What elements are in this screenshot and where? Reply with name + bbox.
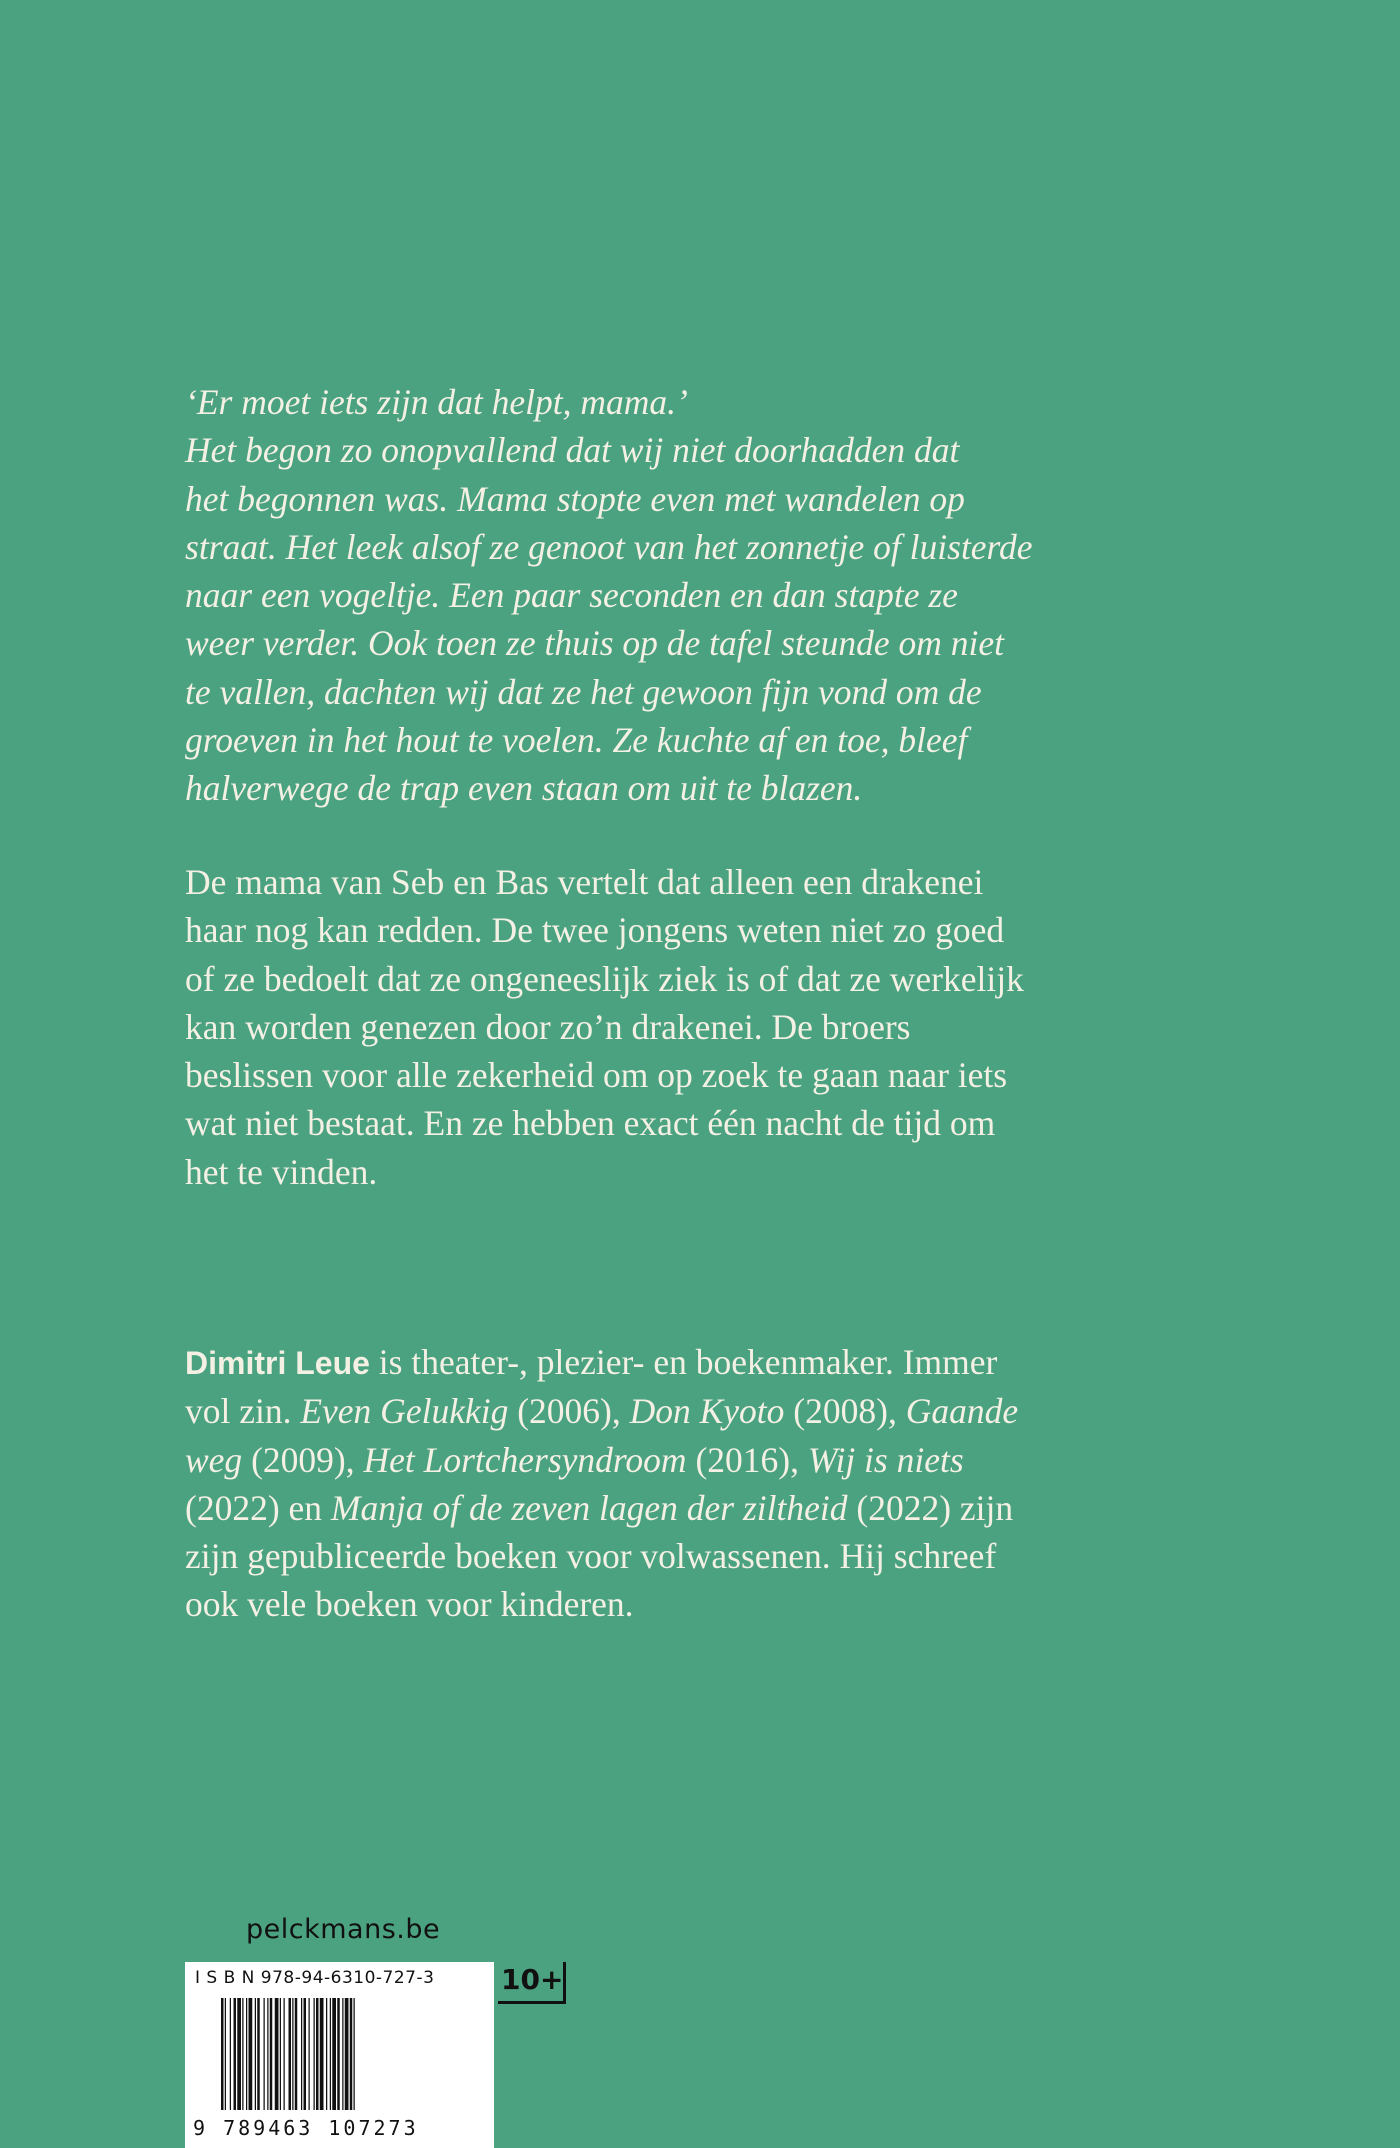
book-title: Het Lortchersyndroom <box>363 1439 687 1480</box>
bio-line: ook vele boeken voor kinderen. <box>185 1584 634 1625</box>
quote-line: halverwege de trap even staan om uit te blazen. <box>185 768 863 809</box>
quote-line: naar een vogeltje. Een paar seconden en dan stapte ze <box>185 575 958 616</box>
barcode-bar <box>246 1998 247 2110</box>
barcode-bar <box>354 1998 355 2110</box>
book-title: weg <box>185 1439 243 1480</box>
barcode-bar <box>267 1998 268 2110</box>
bio-line: vol zin. Even Gelukkig (2006), Don Kyoto (2008), Gaande <box>185 1391 1019 1432</box>
bio-line: (2022) en Manja of de zeven lagen der ziltheid (2022) zijn <box>185 1487 1014 1528</box>
barcode-bar <box>292 1998 293 2110</box>
blurb-line: De mama van Seb en Bas vertelt dat alleen een drakenei <box>185 862 984 902</box>
quote-line: ‘Er moet iets zijn dat helpt, mama.’ <box>185 382 688 422</box>
barcode-bar <box>316 1998 319 2110</box>
barcode-bar <box>264 1998 265 2110</box>
barcode-bar <box>320 1998 324 2110</box>
barcode-bar <box>301 1998 302 2110</box>
barcode-bar <box>284 1998 285 2110</box>
blurb-line: haar nog kan redden. De twee jongens weten niet zo goed <box>185 910 1005 951</box>
quote-line: het begonnen was. Mama stopte even met wandelen op <box>185 478 965 519</box>
blurb-line: het te vinden. <box>185 1151 378 1192</box>
barcode-bar <box>326 1998 327 2110</box>
barcode-bar <box>234 1998 237 2110</box>
book-title: Even Gelukkig <box>300 1391 509 1432</box>
isbn-barcode <box>185 1962 494 2148</box>
book-title: Don Kyoto <box>629 1391 785 1432</box>
barcode-bars <box>221 1998 461 2110</box>
bio-line: weg (2009), Het Lortchersyndroom (2016), Wij is niets <box>185 1439 964 1480</box>
publisher-url: pelckmans.be <box>246 1914 441 1945</box>
barcode-bar <box>230 1998 231 2110</box>
barcode-bar <box>342 1998 343 2110</box>
blurb-line: of ze bedoelt dat ze ongeneeslijk ziek is of dat ze werkelijk <box>185 958 1024 999</box>
author-name: Dimitri Leue <box>185 1345 370 1381</box>
barcode-bar <box>237 1998 241 2110</box>
author-bio <box>185 1338 1085 1629</box>
quote-line: groeven in het hout te voelen. Ze kuchte af en toe, bleef <box>185 720 968 761</box>
barcode-bar <box>270 1998 273 2110</box>
barcode-bar <box>345 1998 349 2110</box>
barcode-bar <box>275 1998 279 2110</box>
barcode-bar <box>330 1998 331 2110</box>
book-blurb <box>185 858 1085 1196</box>
blurb-line: kan worden genezen door zo’n drakenei. De broers <box>185 1006 911 1047</box>
isbn-label: I S B N 978-94-6310-727-3 <box>195 1968 435 1988</box>
barcode-bar <box>337 1998 340 2110</box>
barcode-bar <box>280 1998 281 2110</box>
barcode-bar <box>249 1998 253 2110</box>
barcode-bar <box>225 1998 226 2110</box>
barcode-bar <box>350 1998 353 2110</box>
barcode-bar <box>309 1998 310 2110</box>
barcode-bar <box>257 1998 260 2110</box>
quote-line: straat. Het leek alsof ze genoot van het zonnetje of luisterde <box>185 526 1033 567</box>
barcode-bar <box>255 1998 256 2110</box>
quote-excerpt <box>185 378 1085 813</box>
age-rating-label: 10+ <box>501 1963 564 1996</box>
book-title: Gaande <box>905 1391 1019 1432</box>
barcode-bar <box>332 1998 336 2110</box>
bio-line: zijn gepubliceerde boeken voor volwassenen. Hij schreef <box>185 1536 997 1577</box>
bio-line: Dimitri Leue is theater-, plezier- en boekenmaker. Immer <box>185 1342 998 1382</box>
barcode-bar <box>295 1998 298 2110</box>
quote-line: weer verder. Ook toen ze thuis op de tafel steunde om niet <box>185 623 1004 664</box>
quote-line: te vallen, dachten wij dat ze het gewoon fijn vond om de <box>185 671 982 712</box>
quote-line: Het begon zo onopvallend dat wij niet doorhadden dat <box>185 430 960 471</box>
barcode-bar <box>314 1998 315 2110</box>
barcode-digits: 9 789463 107273 <box>193 2116 419 2140</box>
book-title: Wij is niets <box>807 1439 964 1480</box>
barcode-bar <box>289 1998 292 2110</box>
blurb-line: beslissen voor alle zekerheid om op zoek te gaan naar iets <box>185 1055 1008 1096</box>
barcode-bar <box>242 1998 243 2110</box>
age-rating-badge <box>498 1962 566 2004</box>
barcode-bar <box>221 1998 224 2110</box>
blurb-line: wat niet bestaat. En ze hebben exact één nacht de tijd om <box>185 1103 996 1144</box>
barcode-bar <box>304 1998 307 2110</box>
book-title: Manja of de zeven lagen der ziltheid <box>330 1487 848 1528</box>
